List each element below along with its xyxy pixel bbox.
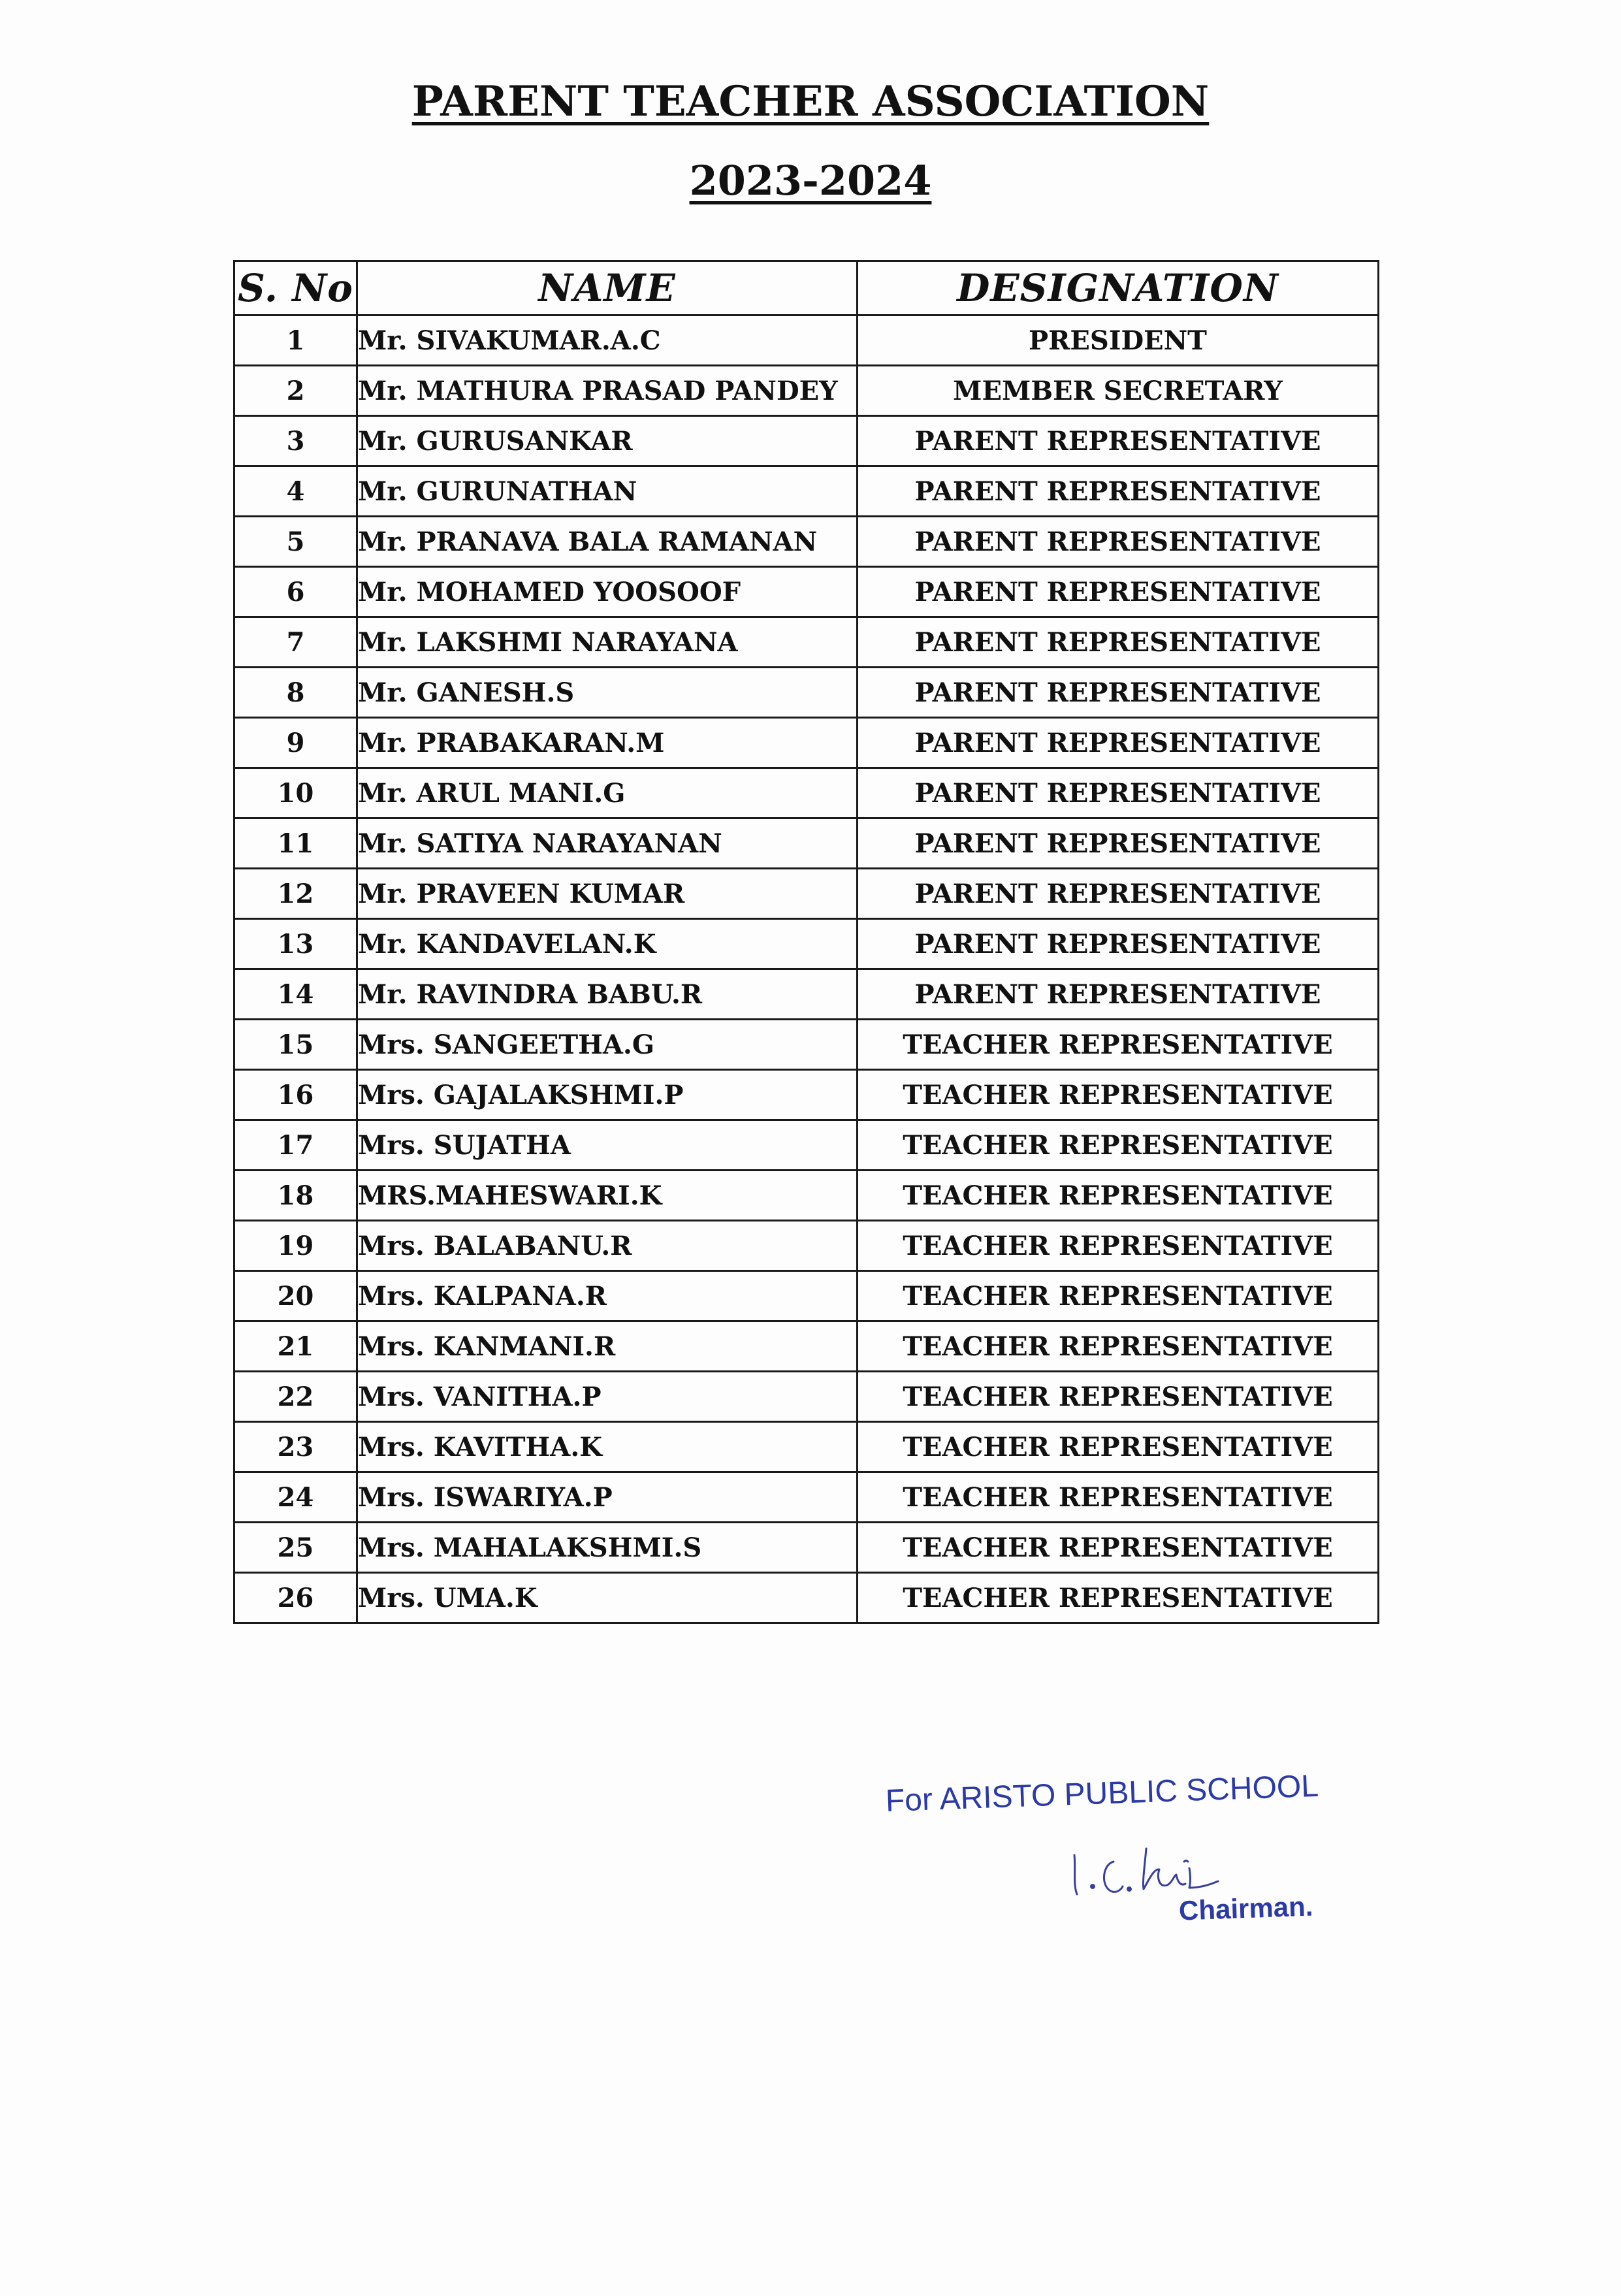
table-row [234,1271,1379,1321]
table-row [234,567,1379,617]
school-stamp [885,1768,1407,1940]
row-designation: TEACHER REPRESENTATIVE [858,1372,1379,1422]
row-sno: 15 [234,1020,357,1070]
document-year: 2023-2024 [689,157,932,204]
row-sno: 3 [234,416,357,466]
row-designation: PARENT REPRESENTATIVE [858,919,1379,969]
table-row [234,1422,1379,1472]
table-row [234,1472,1379,1523]
row-sno: 22 [234,1372,357,1422]
row-sno: 20 [234,1271,357,1321]
row-sno: 12 [234,869,357,919]
row-name: Mr. RAVINDRA BABU.R [357,969,858,1020]
row-designation: TEACHER REPRESENTATIVE [858,1573,1379,1623]
table-row [234,718,1379,768]
table-row [234,1321,1379,1372]
row-sno: 23 [234,1422,357,1472]
row-sno: 9 [234,718,357,768]
row-name: Mrs. MAHALAKSHMI.S [357,1523,858,1573]
header-designation: DESIGNATION [858,261,1379,315]
table-row [234,517,1379,567]
row-designation: TEACHER REPRESENTATIVE [858,1472,1379,1523]
row-designation: TEACHER REPRESENTATIVE [858,1120,1379,1171]
row-name: Mr. PRAVEEN KUMAR [357,869,858,919]
row-designation: PARENT REPRESENTATIVE [858,768,1379,818]
row-sno: 26 [234,1573,357,1623]
row-name: Mrs. KALPANA.R [357,1271,858,1321]
row-name: Mrs. UMA.K [357,1573,858,1623]
document-title: PARENT TEACHER ASSOCIATION [411,77,1210,126]
row-designation: PARENT REPRESENTATIVE [858,617,1379,668]
row-sno: 2 [234,366,357,416]
row-name: Mrs. SUJATHA [357,1120,858,1171]
row-designation: TEACHER REPRESENTATIVE [858,1271,1379,1321]
header-sno: S. No [234,261,357,315]
row-sno: 1 [234,315,357,366]
row-designation: PARENT REPRESENTATIVE [858,818,1379,869]
row-name: Mrs. KAVITHA.K [357,1422,858,1472]
row-sno: 6 [234,567,357,617]
row-designation: PARENT REPRESENTATIVE [858,718,1379,768]
row-designation: TEACHER REPRESENTATIVE [858,1523,1379,1573]
row-designation: TEACHER REPRESENTATIVE [858,1171,1379,1221]
table-row [234,1523,1379,1573]
table-row [234,466,1379,517]
row-sno: 11 [234,818,357,869]
row-name: Mr. LAKSHMI NARAYANA [357,617,858,668]
table-row [234,416,1379,466]
row-designation: MEMBER SECRETARY [858,366,1379,416]
row-sno: 24 [234,1472,357,1523]
table-row [234,1221,1379,1271]
row-name: Mr. PRANAVA BALA RAMANAN [357,517,858,567]
table-row [234,366,1379,416]
row-name: Mr. SIVAKUMAR.A.C [357,315,858,366]
row-name: Mr. MOHAMED YOOSOOF [357,567,858,617]
row-name: Mr. ARUL MANI.G [357,768,858,818]
row-designation: TEACHER REPRESENTATIVE [858,1020,1379,1070]
members-table [233,260,1379,1624]
table-row [234,1070,1379,1120]
row-name: Mr. MATHURA PRASAD PANDEY [357,366,858,416]
row-name: Mrs. KANMANI.R [357,1321,858,1372]
stamp-school-name: For ARISTO PUBLIC SCHOOL [885,1768,1319,1819]
row-sno: 25 [234,1523,357,1573]
row-name: Mr. GURUSANKAR [357,416,858,466]
row-designation: PARENT REPRESENTATIVE [858,969,1379,1020]
table-row [234,818,1379,869]
table-row [234,768,1379,818]
row-designation: PARENT REPRESENTATIVE [858,517,1379,567]
table-row [234,869,1379,919]
table-row [234,1120,1379,1171]
row-name: Mrs. ISWARIYA.P [357,1472,858,1523]
table-row [234,1171,1379,1221]
row-name: Mrs. SANGEETHA.G [357,1020,858,1070]
table-row [234,315,1379,366]
row-name: Mr. GURUNATHAN [357,466,858,517]
row-designation: PARENT REPRESENTATIVE [858,567,1379,617]
row-name: Mr. PRABAKARAN.M [357,718,858,768]
row-sno: 17 [234,1120,357,1171]
table-row [234,1573,1379,1623]
row-designation: TEACHER REPRESENTATIVE [858,1422,1379,1472]
table-row [234,668,1379,718]
table-row [234,617,1379,668]
row-designation: TEACHER REPRESENTATIVE [858,1070,1379,1120]
table-header-row [234,261,1379,315]
row-sno: 16 [234,1070,357,1120]
row-name: Mrs. BALABANU.R [357,1221,858,1271]
row-sno: 8 [234,668,357,718]
row-name: Mr. SATIYA NARAYANAN [357,818,858,869]
row-sno: 5 [234,517,357,567]
stamp-chairman: Chairman. [1178,1890,1314,1926]
row-sno: 4 [234,466,357,517]
row-designation: PRESIDENT [858,315,1379,366]
row-sno: 19 [234,1221,357,1271]
table-row [234,1020,1379,1070]
row-designation: PARENT REPRESENTATIVE [858,416,1379,466]
row-designation: TEACHER REPRESENTATIVE [858,1321,1379,1372]
row-sno: 10 [234,768,357,818]
row-name: Mr. KANDAVELAN.K [357,919,858,969]
row-sno: 18 [234,1171,357,1221]
row-designation: PARENT REPRESENTATIVE [858,869,1379,919]
row-name: Mr. GANESH.S [357,668,858,718]
row-sno: 21 [234,1321,357,1372]
row-designation: PARENT REPRESENTATIVE [858,668,1379,718]
row-sno: 13 [234,919,357,969]
table-row [234,969,1379,1020]
table-body [234,315,1379,1623]
row-designation: TEACHER REPRESENTATIVE [858,1221,1379,1271]
row-name: Mrs. GAJALAKSHMI.P [357,1070,858,1120]
table-row [234,919,1379,969]
row-sno: 7 [234,617,357,668]
row-sno: 14 [234,969,357,1020]
row-designation: PARENT REPRESENTATIVE [858,466,1379,517]
row-name: Mrs. VANITHA.P [357,1372,858,1422]
row-name: MRS.MAHESWARI.K [357,1171,858,1221]
header-name: NAME [357,261,858,315]
table-row [234,1372,1379,1422]
